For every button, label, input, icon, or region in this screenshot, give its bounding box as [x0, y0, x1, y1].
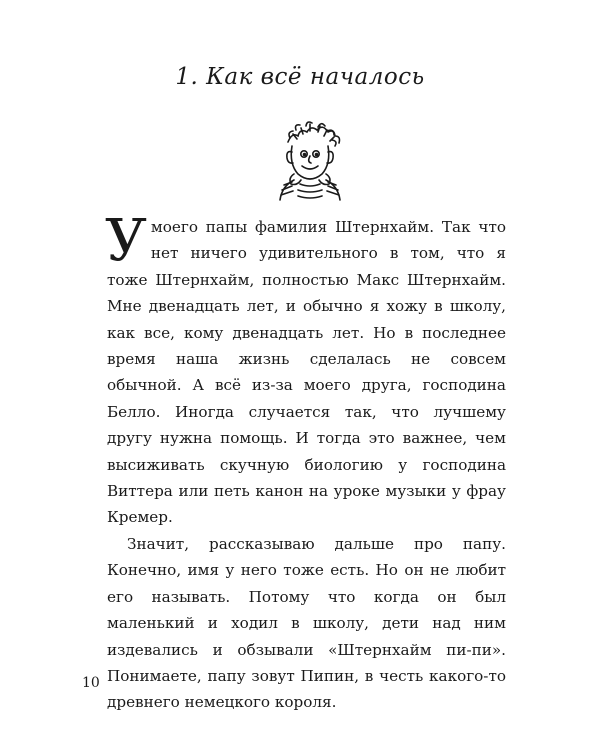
paragraph-1-text: моего папы фамилия Штернхайм. Так что нет ничего удивительного в том, что я тоже Штернхайм, полностью Макс Штернхайм. Мне двенадцать лет, и обычно я хожу в школу, как все, кому двенадцать лет. Но в последнее время наша жизнь сделалась не совсем обычной. А всё из-за моего друга, господина Белло. Иногда случается так, что лучшему другу нужна помощь. И тогда это важнее, чем высиживать скучную биологию у господина Виттера или петь канон на уроке музыки у фрау Кремер.: [107, 218, 506, 527]
drop-cap: У: [105, 206, 147, 274]
boy-portrait-icon: [260, 112, 360, 202]
page-number: 10: [82, 675, 100, 691]
chapter-title: 1. Как всё началось: [175, 64, 425, 90]
paragraph-1: [105, 206, 506, 531]
body-text: [105, 206, 506, 716]
paragraph-2: Значит, рассказываю дальше про папу. Конечно, имя у него тоже есть. Но он не любит его называть. Потому что когда он был маленький и ходил в школу, дети над ним издевались и обзывали «Штернхайм пи-пи». Понимаете, папу зовут Пипин, в честь какого-то древнего немецкого короля.: [107, 534, 506, 712]
